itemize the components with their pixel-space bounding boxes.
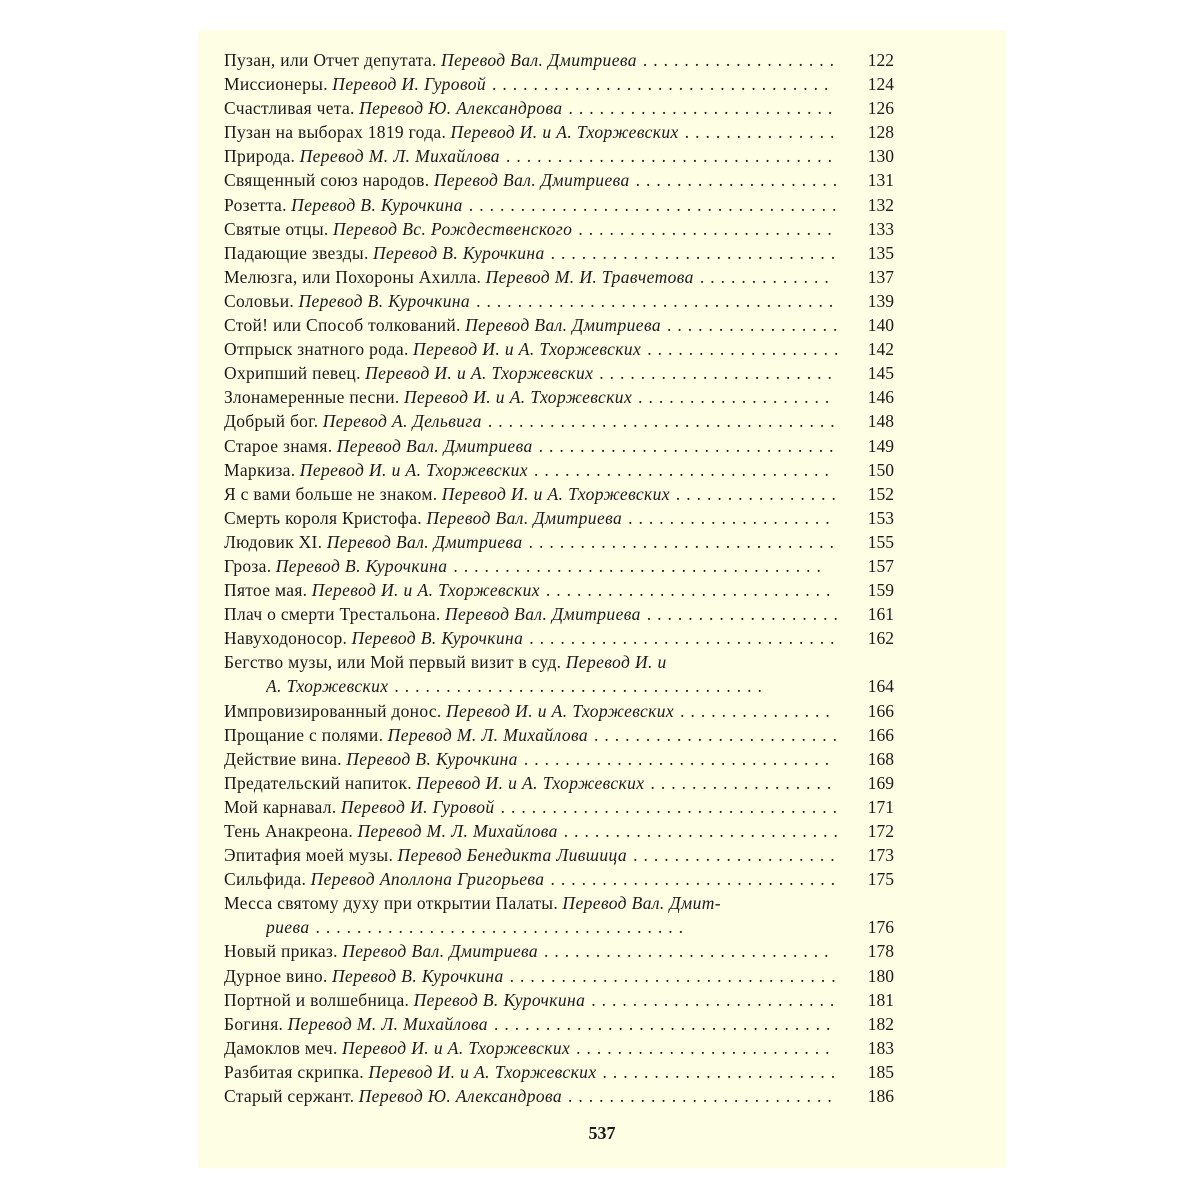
- dot-leader: ............................: [544, 941, 835, 962]
- toc-entry-page: 126: [867, 98, 894, 119]
- toc-entry: [224, 530, 894, 554]
- dot-leader: ..............................: [529, 628, 841, 649]
- toc-entry-text: [224, 48, 894, 72]
- toc-entry-title: Навуходоносор.: [224, 628, 348, 649]
- toc-entry-page: 137: [867, 266, 894, 287]
- toc-entry-page: 122: [867, 50, 894, 70]
- toc-entry-translator: Перевод В. Курочкина: [298, 290, 471, 311]
- toc-entry-text: [224, 217, 894, 241]
- toc-entry-translator: Перевод И. и А. Тхоржевских: [368, 1061, 597, 1082]
- toc-entry-page: 181: [867, 989, 894, 1010]
- toc-entry-text: [224, 650, 894, 674]
- toc-entry-page: 180: [867, 965, 894, 986]
- toc-entry: [224, 578, 894, 602]
- toc-entry-text: [224, 1012, 894, 1036]
- toc-entry: [224, 674, 894, 698]
- dot-leader: ................: [675, 483, 842, 504]
- toc-entry-translator: Перевод И. и А. Тхоржевских: [445, 700, 675, 721]
- toc-entry-translator: Перевод А. Дельвига: [322, 411, 482, 432]
- toc-entry-text: [224, 361, 894, 385]
- toc-entry-page: 142: [867, 339, 894, 360]
- toc-entry: [224, 217, 894, 241]
- toc-entry-page: 146: [867, 387, 894, 408]
- toc-entry-translator: Перевод И. и А. Тхоржевских: [416, 772, 645, 793]
- dot-leader: ..............................: [523, 748, 836, 769]
- toc-entry-title: Предательский напиток.: [224, 772, 412, 793]
- toc-entry-translator: Перевод В. Курочкина: [346, 748, 518, 769]
- toc-entry-title: Я с вами больше не знаком.: [224, 483, 438, 504]
- toc-entry: [224, 1060, 894, 1084]
- toc-entry-page: 140: [867, 315, 894, 336]
- toc-entry: [224, 337, 894, 361]
- toc-entry-title: Гроза.: [224, 555, 272, 576]
- dot-leader: .............: [699, 266, 835, 287]
- toc-entry-text: [224, 409, 894, 433]
- toc-entry-text: [266, 674, 894, 698]
- toc-entry-page: 168: [867, 748, 894, 769]
- toc-entry-title: Пятое мая.: [224, 580, 308, 601]
- dot-leader: ............................: [545, 580, 837, 601]
- dot-leader: ...................: [638, 387, 836, 408]
- dot-leader: ................................: [509, 965, 842, 986]
- dot-leader: ....................................: [394, 676, 768, 697]
- toc-entry: [224, 819, 894, 843]
- dot-leader: ..................................: [487, 411, 841, 432]
- toc-entry-text: [224, 144, 894, 168]
- toc-entry: [224, 988, 894, 1012]
- dot-leader: .................................: [500, 796, 843, 817]
- toc-entry: [224, 1036, 894, 1060]
- dot-leader: ............................: [550, 242, 842, 263]
- toc-entry-page: 182: [867, 1013, 894, 1034]
- toc-entry-translator: Перевод В. Курочкина: [275, 555, 448, 576]
- toc-entry-text: [224, 482, 894, 506]
- toc-entry: [224, 120, 894, 144]
- toc-entry-translator: Перевод И. и А. Тхоржевских: [450, 122, 679, 143]
- dot-leader: ....................................: [315, 917, 689, 938]
- toc-entry-title: Охрипший певец.: [224, 363, 361, 384]
- toc-entry-title: Плач о смерти Трестальона.: [224, 604, 441, 625]
- page-number: 537: [588, 1123, 616, 1143]
- toc-entry-page: 164: [867, 676, 894, 697]
- toc-entry: [224, 385, 894, 409]
- toc-entry-text: [224, 385, 894, 409]
- toc-entry-title: Дурное вино.: [224, 965, 328, 986]
- toc-entry-title: Отпрыск знатного рода.: [224, 339, 409, 360]
- toc-entry-translator: Перевод И. и А. Тхоржевских: [413, 339, 642, 360]
- toc-entry-text: [224, 1060, 894, 1084]
- dot-leader: .................................: [492, 74, 835, 95]
- toc-entry: [224, 891, 894, 915]
- toc-entry: [224, 723, 894, 747]
- toc-entry: [224, 241, 894, 265]
- toc-entry-text: [224, 554, 894, 578]
- toc-entry-page: 162: [867, 628, 894, 649]
- toc-entry-translator: Перевод Ю. Александрова: [359, 98, 563, 119]
- toc-entry: [224, 867, 894, 891]
- toc-entry-translator: Перевод Вал. Дмитриева: [336, 435, 533, 456]
- toc-entry-text: [224, 891, 894, 915]
- toc-entry-text: [224, 771, 894, 795]
- dot-leader: ........................: [591, 989, 841, 1010]
- table-of-contents: [224, 48, 894, 1108]
- toc-entry-title: Прощание с полями.: [224, 724, 384, 745]
- toc-entry-page: 178: [867, 941, 894, 962]
- toc-entry-text: [224, 506, 894, 530]
- dot-leader: ...................: [642, 50, 841, 70]
- toc-entry-page: 149: [867, 435, 894, 456]
- dot-leader: ...................................: [476, 290, 840, 311]
- toc-entry-page: 135: [867, 242, 894, 263]
- toc-entry-text: [224, 988, 894, 1012]
- toc-entry-page: 171: [867, 796, 894, 817]
- toc-entry: [224, 482, 894, 506]
- toc-entry-text: [224, 1036, 894, 1060]
- toc-entry-page: 166: [867, 700, 894, 721]
- toc-entry-title: Импровизированный донос.: [224, 700, 442, 721]
- toc-entry-page: 159: [867, 580, 894, 601]
- toc-entry-page: 153: [867, 507, 894, 528]
- toc-entry-title: Смерть короля Кристофа.: [224, 507, 422, 528]
- toc-entry-page: 152: [867, 483, 894, 504]
- dot-leader: .............................: [533, 459, 835, 480]
- toc-entry: [224, 554, 894, 578]
- toc-entry-text: [224, 723, 894, 747]
- toc-entry-text: [224, 458, 894, 482]
- toc-entry-page: 148: [867, 411, 894, 432]
- dot-leader: .............................: [538, 435, 840, 456]
- toc-entry-text: [224, 193, 894, 217]
- toc-entry-translator: Перевод Аполлона Григорьева: [310, 869, 545, 890]
- toc-entry-text: [224, 337, 894, 361]
- toc-entry-title: Старое знамя.: [224, 435, 333, 456]
- toc-entry-title: Мой карнавал.: [224, 796, 337, 817]
- toc-entry-translator: Перевод И. и А. Тхоржевских: [365, 363, 594, 384]
- toc-entry-page: 161: [867, 604, 894, 625]
- toc-entry-text: [224, 241, 894, 265]
- toc-entry-page: 169: [867, 772, 894, 793]
- toc-entry: [224, 458, 894, 482]
- toc-entry: [224, 434, 894, 458]
- toc-entry: [224, 168, 894, 192]
- dot-leader: .........................: [576, 1037, 836, 1058]
- toc-entry-title: Мелюзга, или Похороны Ахилла.: [224, 266, 482, 287]
- toc-entry-title: Падающие звезды.: [224, 242, 369, 263]
- toc-entry-title: Миссионеры.: [224, 74, 328, 95]
- toc-entry-translator: Перевод В. Курочкина: [291, 194, 463, 215]
- toc-entry-page: 175: [867, 869, 894, 890]
- toc-entry-page: 128: [867, 122, 894, 143]
- toc-entry-text: [224, 964, 894, 988]
- toc-entry-title: Тень Анакреона.: [224, 821, 354, 841]
- toc-entry-page: 132: [867, 194, 894, 215]
- toc-entry: [224, 506, 894, 530]
- toc-entry-page: 166: [867, 724, 894, 745]
- toc-entry: [224, 650, 894, 674]
- toc-entry-translator: Перевод М. И. Травчетова: [485, 266, 694, 287]
- toc-entry-translator: риева: [266, 917, 310, 938]
- toc-entry-title: Людовик XI.: [224, 531, 323, 552]
- toc-entry: [224, 96, 894, 120]
- toc-entry-translator: Перевод В. Курочкина: [351, 628, 524, 649]
- toc-entry: [224, 313, 894, 337]
- toc-entry-translator: Перевод Бенедикта Лившица: [397, 845, 628, 866]
- toc-entry-title: Пузан на выборах 1819 года.: [224, 122, 447, 143]
- toc-entry-page: 155: [867, 531, 894, 552]
- dot-leader: ....................: [635, 170, 844, 191]
- toc-entry-translator: Перевод М. Л. Михайлова: [357, 821, 558, 841]
- toc-entry-text: [224, 747, 894, 771]
- toc-entry-page: 157: [867, 555, 894, 576]
- dot-leader: ...............: [680, 700, 836, 721]
- toc-entry-title: Природа.: [224, 146, 296, 167]
- toc-entry-translator: Перевод В. Курочкина: [332, 965, 504, 986]
- toc-entry-translator: Перевод И. и А. Тхоржевских: [403, 387, 633, 408]
- toc-entry: [224, 915, 894, 939]
- toc-entry-translator: Перевод И. и: [565, 652, 667, 673]
- toc-entry-title: Действие вина.: [224, 748, 342, 769]
- toc-entry-title: Разбитая скрипка.: [224, 1061, 364, 1082]
- toc-entry-text: [224, 120, 894, 144]
- toc-entry: [224, 1084, 894, 1108]
- toc-entry-page: 185: [867, 1061, 894, 1082]
- toc-entry: [224, 193, 894, 217]
- toc-entry-translator: Перевод Вал. Дмитриева: [426, 507, 623, 528]
- toc-entry-text: [224, 168, 894, 192]
- dot-leader: ................................: [505, 146, 838, 167]
- toc-entry: [224, 699, 894, 723]
- toc-entry-translator: Перевод М. Л. Михайлова: [287, 1013, 488, 1034]
- toc-entry: [224, 409, 894, 433]
- dot-leader: .................................: [493, 1013, 837, 1034]
- toc-entry-page: 150: [867, 459, 894, 480]
- toc-entry-title: Бегство музы, или Мой первый визит в суд.: [224, 652, 562, 673]
- toc-entry: [224, 265, 894, 289]
- toc-entry: [224, 771, 894, 795]
- toc-entry-title: Добрый бог.: [224, 411, 319, 432]
- dot-leader: .................: [666, 315, 844, 336]
- toc-entry-text: [224, 626, 894, 650]
- dot-leader: ....................................: [468, 194, 843, 215]
- toc-entry: [224, 747, 894, 771]
- toc-entry-text: [224, 434, 894, 458]
- toc-entry-text: [224, 602, 894, 626]
- toc-entry-text: [224, 72, 894, 96]
- toc-entry: [224, 843, 894, 867]
- dot-leader: ...................: [647, 339, 845, 360]
- toc-entry: [224, 626, 894, 650]
- toc-entry-translator: Перевод Вал. Дмитриева: [465, 315, 661, 336]
- toc-entry-translator: Перевод В. Курочкина: [373, 242, 545, 263]
- toc-entry-text: [224, 867, 894, 891]
- toc-entry-text: [224, 699, 894, 723]
- toc-entry-translator: Перевод Вал. Дмитриева: [444, 604, 641, 625]
- toc-entry-page: 133: [867, 218, 894, 239]
- toc-entry-translator: Перевод И. Гуровой: [332, 74, 487, 95]
- toc-entry-title: Эпитафия моей музы.: [224, 845, 394, 866]
- toc-entry-text: [224, 939, 894, 963]
- toc-entry: [224, 964, 894, 988]
- toc-entry-page: 173: [867, 845, 894, 866]
- toc-entry-page: 145: [867, 363, 894, 384]
- toc-entry-title: Счастливая чета.: [224, 98, 355, 119]
- toc-entry-translator: Перевод И. и А. Тхоржевских: [311, 580, 540, 601]
- toc-entry-title: Сильфида.: [224, 869, 307, 890]
- toc-entry-text: [224, 819, 894, 843]
- toc-entry: [224, 289, 894, 313]
- toc-entry-page: 183: [867, 1037, 894, 1058]
- toc-entry-translator: Перевод Вал. Дмитриева: [433, 170, 630, 191]
- toc-entry-translator: Перевод Вал. Дмит-: [562, 893, 721, 914]
- toc-entry-title: Соловьи.: [224, 290, 295, 311]
- toc-entry-translator: Перевод И. и А. Тхоржевских: [441, 483, 670, 504]
- toc-entry-translator: Перевод Ю. Александрова: [358, 1086, 563, 1107]
- toc-entry-translator: Перевод В. Курочкина: [413, 989, 586, 1010]
- dot-leader: .......................: [599, 363, 838, 384]
- toc-entry-translator: Перевод М. Л. Михайлова: [387, 724, 589, 745]
- toc-entry-translator: А. Тхоржевских: [266, 676, 389, 697]
- toc-entry-title: Святые отцы.: [224, 218, 329, 239]
- dot-leader: ..........................: [568, 98, 839, 119]
- toc-entry-text: [224, 530, 894, 554]
- toc-entry-translator: Перевод Вс. Рождественского: [332, 218, 573, 239]
- toc-entry-title: Месса святому духу при открытии Палаты.: [224, 893, 559, 914]
- toc-entry-title: Стой! или Способ толкований.: [224, 315, 461, 336]
- toc-entry-title: Пузан, или Отчет депутата.: [224, 50, 437, 70]
- toc-entry: [224, 795, 894, 819]
- toc-entry: [224, 144, 894, 168]
- toc-entry-translator: Перевод И. и А. Тхоржевских: [299, 459, 528, 480]
- toc-entry: [224, 361, 894, 385]
- toc-entry-page: 124: [867, 74, 894, 95]
- dot-leader: ............................: [550, 869, 841, 890]
- toc-entry-text: [224, 843, 894, 867]
- toc-entry: [224, 72, 894, 96]
- toc-entry-translator: Перевод И. и А. Тхоржевских: [342, 1037, 571, 1058]
- dot-leader: ....................: [633, 845, 841, 866]
- toc-entry-page: 131: [867, 170, 894, 191]
- toc-entry-text: [224, 795, 894, 819]
- toc-entry-text: [224, 96, 894, 120]
- dot-leader: ...............: [684, 122, 841, 143]
- toc-entry-text: [224, 313, 894, 337]
- toc-entry-title: Маркиза.: [224, 459, 296, 480]
- toc-entry-text: [224, 578, 894, 602]
- toc-entry-title: Старый сержант.: [224, 1086, 355, 1107]
- toc-entry: [224, 602, 894, 626]
- toc-entry-page: 139: [867, 290, 894, 311]
- dot-leader: ...................: [646, 604, 844, 625]
- book-page: [198, 30, 1006, 1168]
- dot-leader: ..........................: [568, 1086, 838, 1107]
- toc-entry-title: Богиня.: [224, 1013, 284, 1034]
- dot-leader: ....................................: [453, 555, 827, 576]
- dot-leader: ..............................: [528, 531, 840, 552]
- toc-entry-page: 130: [867, 146, 894, 167]
- toc-entry-page: 172: [867, 821, 894, 841]
- dot-leader: ...........................: [563, 821, 844, 841]
- dot-leader: .......................: [602, 1061, 842, 1082]
- toc-entry-title: Розетта.: [224, 194, 287, 215]
- toc-entry-text: [224, 265, 894, 289]
- toc-entry-translator: Перевод М. Л. Михайлова: [299, 146, 500, 167]
- toc-entry-translator: Перевод И. Гуровой: [340, 796, 495, 817]
- dot-leader: ..................: [650, 772, 838, 793]
- toc-entry-title: Священный союз народов.: [224, 170, 430, 191]
- toc-entry-text: [266, 915, 894, 939]
- toc-entry-translator: Перевод Вал. Дмитриева: [441, 50, 637, 70]
- toc-entry-title: Злонамеренные песни.: [224, 387, 400, 408]
- toc-entry: [224, 48, 894, 72]
- toc-entry-text: [224, 1084, 894, 1108]
- dot-leader: .........................: [578, 218, 838, 239]
- toc-entry-title: Дамоклов меч.: [224, 1037, 338, 1058]
- dot-leader: ....................: [628, 507, 836, 528]
- toc-entry-page: 186: [867, 1086, 894, 1107]
- toc-entry-text: [224, 289, 894, 313]
- toc-entry-translator: Перевод Вал. Дмитриева: [342, 941, 539, 962]
- toc-entry-page: 176: [867, 917, 894, 938]
- toc-entry-title: Новый приказ.: [224, 941, 338, 962]
- toc-entry: [224, 1012, 894, 1036]
- dot-leader: ........................: [594, 724, 844, 745]
- toc-entry: [224, 939, 894, 963]
- toc-entry-title: Портной и волшебница.: [224, 989, 410, 1010]
- toc-entry-translator: Перевод Вал. Дмитриева: [326, 531, 523, 552]
